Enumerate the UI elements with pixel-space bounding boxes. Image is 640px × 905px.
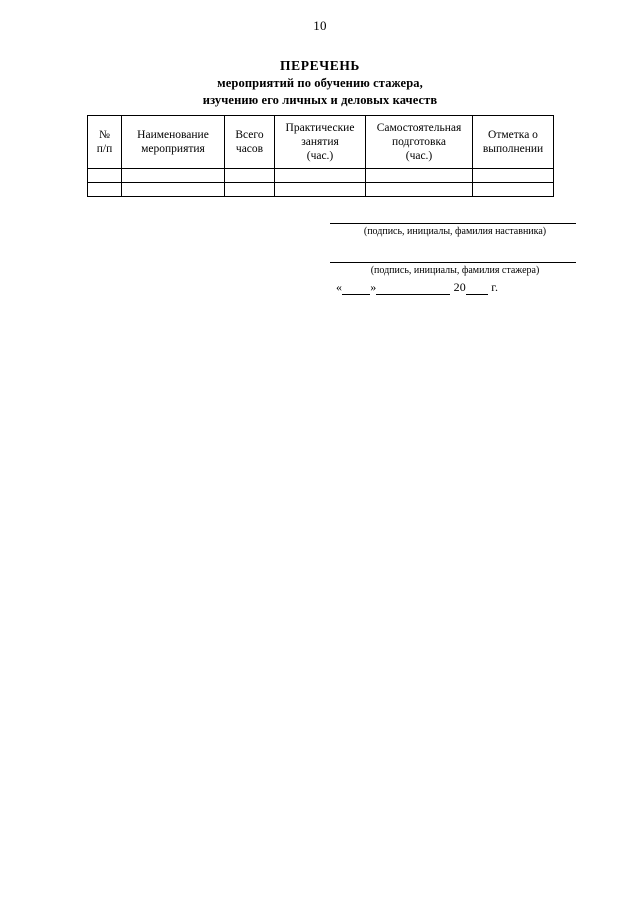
column-header-practical-line2: занятия (301, 136, 339, 148)
cell-practical[interactable] (275, 169, 366, 183)
column-header-activity-name-line1: Наименование (137, 129, 209, 141)
cell-practical[interactable] (275, 183, 366, 197)
cell-completion-mark[interactable] (473, 169, 554, 183)
column-header-total-hours-line2: часов (235, 143, 264, 155)
date-open-quote: « (336, 280, 343, 294)
cell-self-study[interactable] (366, 183, 473, 197)
cell-number[interactable] (88, 183, 122, 197)
column-header-number-line2: п/п (96, 143, 113, 155)
signature-line-trainee[interactable] (330, 248, 576, 263)
activities-table (87, 115, 554, 197)
column-header-self-study-line3: (час.) (405, 150, 433, 162)
column-header-total-hours (225, 116, 275, 169)
column-header-number-line1: № (99, 129, 110, 141)
cell-activity-name[interactable] (122, 183, 225, 197)
cell-total-hours[interactable] (225, 169, 275, 183)
column-header-self-study (366, 116, 473, 169)
column-header-number (88, 116, 122, 169)
date-month-blank[interactable] (376, 283, 450, 295)
date-line[interactable] (330, 277, 585, 295)
date-close-quote: » (370, 280, 377, 294)
signature-block (330, 209, 585, 295)
column-header-self-study-line2: подготовка (391, 136, 447, 148)
column-header-total-hours-line1: Всего (235, 129, 264, 141)
date-year-blank[interactable] (466, 283, 488, 295)
table-row[interactable] (88, 183, 554, 197)
title-block (0, 57, 640, 109)
date-year-prefix: 20 (453, 280, 467, 294)
column-header-completion-mark (473, 116, 554, 169)
title-subline-1: мероприятий по обучению стажера, (217, 76, 423, 90)
cell-completion-mark[interactable] (473, 183, 554, 197)
signature-spacer (330, 238, 585, 248)
column-header-self-study-line1: Самостоятельная (376, 122, 462, 134)
cell-total-hours[interactable] (225, 183, 275, 197)
date-day-blank[interactable] (342, 283, 370, 295)
title-subline-2: изучению его личных и деловых качеств (202, 93, 438, 107)
signature-caption-trainee: (подпись, инициалы, фамилия стажера) (370, 265, 540, 276)
table-header-row (88, 116, 554, 169)
column-header-activity-name (122, 116, 225, 169)
cell-activity-name[interactable] (122, 169, 225, 183)
column-header-practical-line1: Практические (285, 122, 355, 134)
column-header-practical-line3: (час.) (306, 150, 334, 162)
column-header-practical (275, 116, 366, 169)
page-number: 10 (313, 18, 327, 33)
column-header-completion-mark-line2: выполнении (482, 143, 544, 155)
cell-number[interactable] (88, 169, 122, 183)
signature-line-mentor[interactable] (330, 209, 576, 224)
date-year-suffix: г. (491, 280, 499, 294)
table-row[interactable] (88, 169, 554, 183)
column-header-completion-mark-line1: Отметка о (488, 129, 538, 141)
column-header-activity-name-line2: мероприятия (141, 143, 205, 155)
cell-self-study[interactable] (366, 169, 473, 183)
page-title: ПЕРЕЧЕНЬ (280, 58, 360, 73)
activities-table-wrapper (87, 115, 553, 197)
signature-caption-mentor: (подпись, инициалы, фамилия наставника) (363, 226, 547, 237)
